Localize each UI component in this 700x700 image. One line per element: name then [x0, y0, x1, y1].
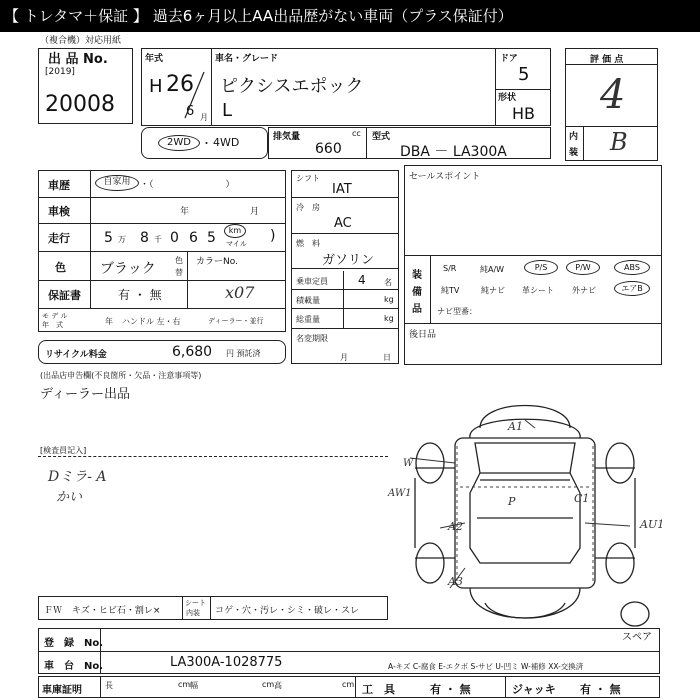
mark-a1: A1	[508, 420, 523, 433]
after-remarks-label: 後日品	[409, 330, 437, 340]
mark-au1: AU1	[640, 518, 665, 531]
tools-value: 有 ・ 無	[430, 683, 471, 696]
load-unit: kg	[384, 295, 394, 304]
shift-label: シフト	[296, 174, 320, 183]
equip-abs: ABS	[614, 260, 650, 275]
interior-label-top: 内	[569, 132, 579, 142]
ac-label: 冷 房	[296, 203, 320, 212]
header-banner	[0, 0, 700, 32]
dealer-section-value: ディーラー出品	[40, 387, 130, 402]
model-grade: L	[222, 100, 233, 121]
mileage-d4: 6	[189, 230, 198, 246]
recycle-unit: 円 預託済	[226, 349, 261, 358]
jack-value: 有 ・ 無	[580, 683, 621, 696]
color-change-bottom: 替	[175, 268, 183, 277]
model-year-handle: ハンドル 左・右	[122, 317, 181, 326]
fw-items: キズ・ヒビ石・割レ×	[72, 606, 161, 616]
cert-height: 高	[274, 681, 282, 690]
first-reg-month: 月	[340, 353, 348, 362]
mark-c1: C1	[574, 492, 590, 505]
banner-text: 【 トレタマ＋保証 】 過去6ヶ月以上AA出品歴がない車両（プラス保証付）	[4, 7, 513, 25]
load-label: 積載量	[296, 296, 320, 305]
capacity-value: 4	[358, 273, 366, 287]
mileage-unit-km: km	[224, 224, 246, 238]
inspection-year-unit: 年	[180, 207, 190, 217]
year-value: 26	[166, 72, 194, 97]
year-label: 年式	[145, 54, 164, 64]
gross-label: 総重量	[296, 315, 320, 324]
year-slash	[182, 70, 207, 120]
capacity-unit: 名	[384, 278, 392, 287]
model-name: ピクシスエポック	[220, 76, 364, 97]
color-code-label: カラーNo.	[196, 257, 238, 267]
history-label: 車歴	[48, 179, 70, 192]
mileage-d5: 5	[207, 230, 216, 246]
chassis-value: LA300A-1028775	[170, 655, 283, 670]
mark-a2: A2	[448, 520, 463, 533]
doors-label: ドア	[500, 54, 518, 64]
color-code-value: x07	[225, 283, 255, 302]
history-selected: 自家用	[95, 175, 139, 191]
mark-aw1: AW1	[388, 488, 412, 499]
fw-label: ＦＷ	[44, 606, 63, 616]
displacement-unit: cc	[352, 129, 361, 138]
tools-label: 工 具	[362, 683, 395, 696]
inspection-month-unit: 月	[250, 207, 260, 217]
year-month: 6	[186, 104, 195, 119]
equip-airbag: エアB	[614, 281, 650, 296]
chassis-label: 車 台 No.	[44, 661, 104, 672]
inspection-label: 車検	[48, 205, 70, 218]
score-label: 評 価 点	[590, 55, 624, 65]
warranty-value: 有 ・ 無	[118, 288, 162, 302]
mark-a3: A3	[448, 575, 463, 588]
equip-tv: 純TV	[441, 286, 460, 295]
first-reg-day: 日	[383, 353, 391, 362]
mileage-paren: )	[270, 228, 276, 244]
model-year-label-top: モ デ ル	[42, 312, 68, 320]
first-reg-label: 名変期限	[296, 334, 328, 343]
fw-seat-items: コゲ・穴・汚レ・シミ・破レ・スレ	[215, 606, 360, 616]
cert-length: 長	[105, 681, 113, 690]
type-value: DBA － LA300A	[400, 144, 507, 160]
model-label: 車名・グレード	[215, 54, 279, 64]
equip-sr: S/R	[443, 264, 457, 273]
inspector-note-2: かい	[56, 490, 83, 505]
car-damage-diagram	[395, 388, 685, 638]
color-change-top: 色	[175, 256, 183, 265]
mileage-u2: 千	[154, 235, 162, 244]
mileage-label: 走行	[48, 232, 70, 245]
equip-aw: 純A/W	[480, 265, 505, 274]
type-label: 型式	[372, 132, 391, 142]
mileage-d3: 0	[170, 230, 179, 246]
color-value: ブラック	[100, 261, 156, 277]
mark-p: P	[508, 495, 516, 508]
interior-value: B	[610, 128, 628, 156]
displacement-value: 660	[315, 141, 342, 157]
equip-pw: P/W	[566, 260, 600, 275]
recycle-label: リサイクル料金	[45, 350, 107, 360]
interior-label-bottom: 装	[569, 148, 579, 158]
ac-value: AC	[334, 216, 352, 231]
drive-sep: ・	[201, 137, 212, 150]
equip-ext-navi: 外ナビ	[572, 286, 596, 295]
fuel-value: ガソリン	[322, 253, 375, 268]
lot-year-tag: [2019]	[45, 67, 75, 77]
registration-label: 登 録 No.	[44, 638, 104, 649]
top-note: （複合機）対応用紙	[40, 36, 122, 46]
gross-unit: kg	[384, 314, 394, 323]
mileage-d1: 5	[104, 230, 113, 246]
damage-legend: A-キズ C-腐食 E-エクボ S-サビ U-凹ミ W-補修 XX-交換済	[388, 662, 584, 671]
fw-seat-top: シート	[185, 599, 206, 607]
cert-width-unit: cm	[262, 680, 275, 689]
fuel-label: 燃 料	[296, 239, 320, 248]
equip-char-2: 備	[412, 287, 422, 298]
drive-2wd: 2WD	[158, 135, 200, 151]
inspector-label: [検査員記入]	[40, 446, 87, 455]
equip-char-1: 装	[412, 270, 422, 281]
mileage-d2: 8	[140, 230, 149, 246]
shift-value: IAT	[332, 182, 352, 197]
cert-length-unit: cm	[178, 680, 191, 689]
equip-navi-model: ナビ型番：	[437, 307, 477, 316]
score-value: 4	[600, 72, 626, 118]
spare-label: スペア	[622, 632, 652, 643]
cert-height-unit: cm	[342, 680, 355, 689]
history-rest: ・（ ）	[140, 180, 235, 190]
recycle-value: 6,680	[172, 344, 213, 360]
mark-w: W	[403, 458, 414, 469]
fw-seat-bottom: 内装	[186, 609, 200, 617]
displacement-label: 排気量	[273, 132, 301, 142]
year-era: H	[149, 76, 163, 97]
mileage-u1: 万	[118, 235, 126, 244]
model-year-label-bottom: 年 式	[42, 321, 63, 329]
shape-label: 形状	[498, 93, 517, 103]
cert-label: 車庫証明	[42, 685, 82, 696]
dealer-section-label: (出品店申告欄(不良箇所・欠品・注意事項等)	[40, 371, 202, 380]
inspector-note-1: Dミラ- A	[48, 469, 107, 485]
model-year-year-unit: 年	[105, 317, 113, 326]
shape-value: HB	[512, 104, 536, 123]
equip-leather: 革シート	[522, 286, 554, 295]
warranty-label: 保証書	[48, 289, 81, 302]
equip-ps: P/S	[524, 260, 558, 275]
cert-width: 幅	[190, 681, 198, 690]
lot-number: 20008	[45, 92, 115, 117]
equip-navi: 純ナビ	[481, 286, 505, 295]
jack-label: ジャッキ	[512, 683, 556, 696]
mileage-unit-mile: マイル	[226, 240, 247, 248]
year-month-unit: 月	[200, 113, 208, 122]
drive-4wd: 4WD	[213, 136, 240, 149]
lot-label: 出 品 No.	[48, 52, 108, 67]
model-year-dealer: ディーラー・並行	[208, 317, 264, 325]
capacity-label: 乗車定員	[296, 277, 328, 286]
equip-char-3: 品	[412, 304, 422, 315]
color-label: 色	[55, 261, 66, 274]
doors-value: 5	[518, 64, 530, 85]
sales-point-label: セールスポイント	[409, 172, 481, 182]
